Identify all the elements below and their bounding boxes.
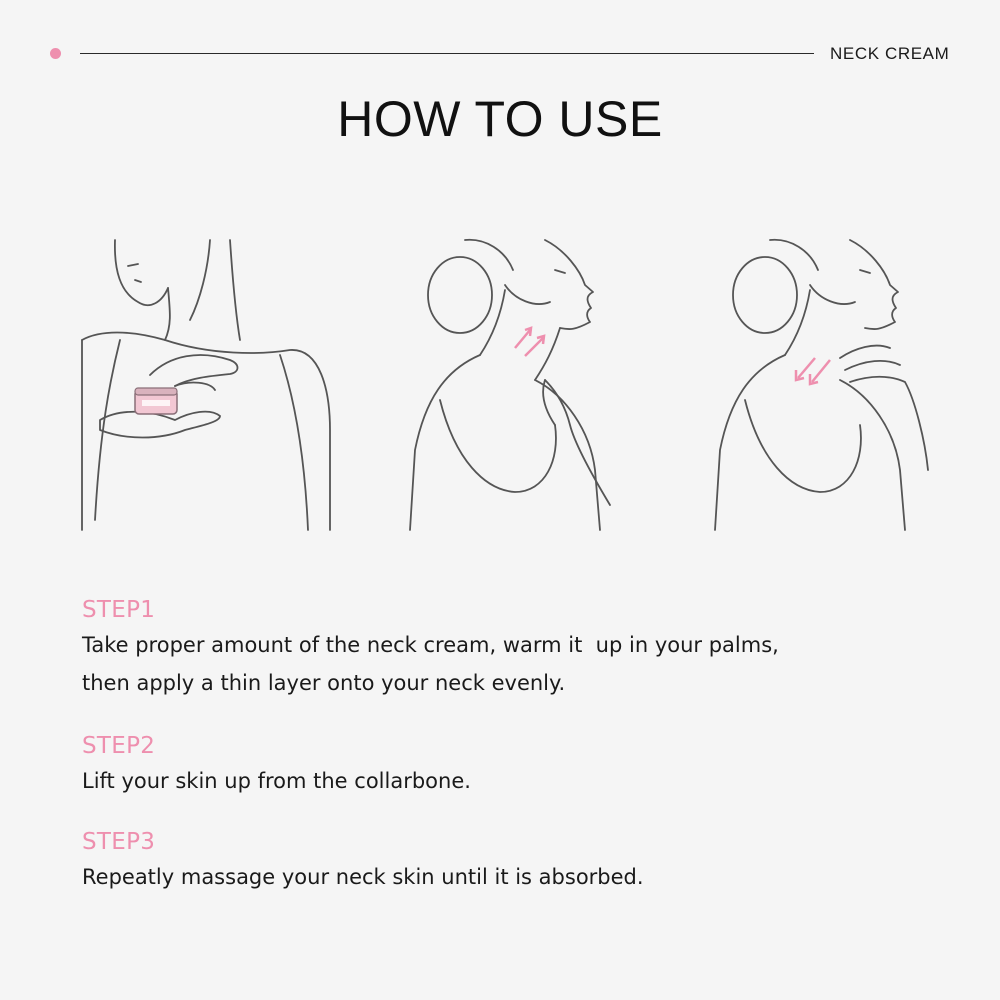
woman-massaging-neck-icon bbox=[690, 230, 950, 540]
step-item bbox=[82, 594, 942, 730]
steps-list bbox=[82, 594, 942, 922]
page-title: HOW TO USE bbox=[337, 91, 663, 147]
step-title: STEP1 bbox=[82, 597, 156, 623]
accent-dot bbox=[50, 48, 61, 59]
header-divider bbox=[80, 53, 814, 54]
step-item bbox=[82, 730, 942, 826]
step-item bbox=[82, 826, 942, 922]
step-text: Lift your skin up from the collarbone. bbox=[82, 769, 471, 793]
step-title: STEP3 bbox=[82, 829, 156, 855]
product-tag: NECK CREAM bbox=[830, 44, 950, 63]
woman-lifting-neck-icon bbox=[395, 230, 655, 540]
step-title: STEP2 bbox=[82, 733, 156, 759]
step-text: then apply a thin layer onto your neck evenly. bbox=[82, 671, 566, 695]
step-text: Repeatly massage your neck skin until it is absorbed. bbox=[82, 865, 644, 889]
woman-holding-cream-jar-icon bbox=[80, 230, 340, 540]
step-text: Take proper amount of the neck cream, warm it up in your palms, bbox=[82, 633, 779, 657]
